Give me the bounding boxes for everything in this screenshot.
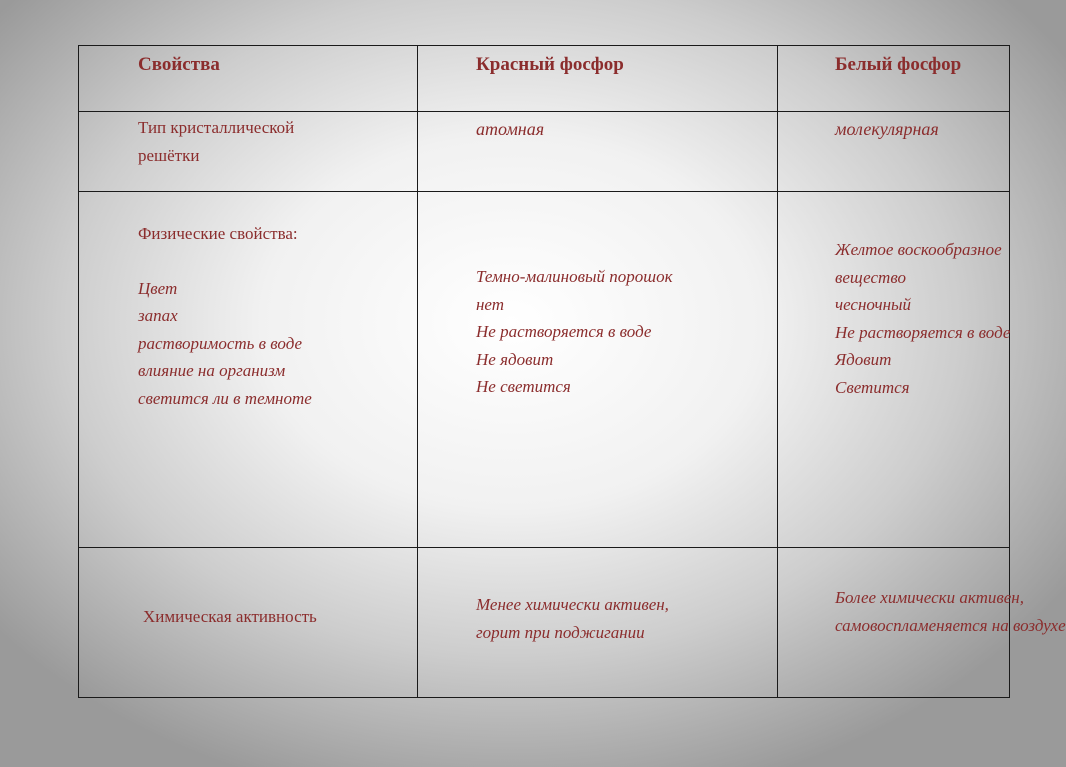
chemical-red-value: Менее химически активен, [476, 595, 669, 614]
chemical-label-cell [79, 548, 418, 698]
physical-item: Цвет [138, 278, 178, 298]
lattice-white-cell [778, 112, 1010, 192]
header-properties: Свойства [138, 54, 220, 75]
physical-white-value: чесночный [835, 295, 912, 314]
physical-white-cell [778, 192, 1010, 548]
header-row [79, 46, 1010, 112]
physical-item: влияние на организм [138, 361, 286, 380]
physical-white-value: Желтое воскообразное [835, 240, 1002, 259]
chemical-white-value: самовоспламеняется на воздухе [835, 615, 1066, 635]
table-row-lattice [79, 112, 1010, 192]
header-cell-white [778, 46, 1010, 112]
header-white-phosphorus: Белый фосфор [835, 54, 962, 75]
physical-red-value: нет [476, 294, 505, 314]
table-row-chemical [79, 548, 1010, 698]
chemical-label: Химическая активность [143, 607, 317, 626]
chemical-red-cell [418, 548, 778, 698]
physical-white-value: Светится [835, 377, 910, 397]
lattice-red-cell [418, 112, 778, 192]
lattice-label-line: Тип кристаллической [138, 118, 295, 137]
lattice-red-value: атомная [476, 119, 545, 139]
physical-item: запах [138, 306, 178, 325]
lattice-label-cell [79, 112, 418, 192]
header-red-phosphorus: Красный фосфор [476, 54, 624, 75]
physical-label-cell [79, 192, 418, 548]
chemical-white-value: Более химически активен, [835, 588, 1024, 607]
physical-item: растворимость в воде [138, 333, 303, 353]
header-cell-red [418, 46, 778, 112]
lattice-label-line: решётки [138, 145, 200, 165]
physical-white-value: Не растворяется в воде [835, 322, 1011, 342]
physical-red-value: Темно-малиновый порошок [476, 267, 673, 286]
physical-red-value: Не ядовит [476, 349, 554, 369]
physical-item: светится ли в темноте [138, 388, 312, 408]
physical-white-value: вещество [835, 267, 906, 287]
phosphorus-comparison-table [78, 45, 1066, 698]
lattice-white-value: молекулярная [835, 119, 939, 139]
physical-red-value: Не растворяется в воде [476, 322, 652, 341]
physical-red-value: Не светится [476, 377, 571, 396]
table-row-physical [79, 192, 1010, 548]
physical-heading: Физические свойства: [138, 224, 298, 243]
header-cell-properties [79, 46, 418, 112]
chemical-red-value: горит при поджигании [476, 622, 645, 642]
physical-red-cell [418, 192, 778, 548]
spacer [138, 248, 417, 275]
chemical-white-cell [778, 548, 1066, 698]
physical-white-value: Ядовит [835, 350, 892, 369]
